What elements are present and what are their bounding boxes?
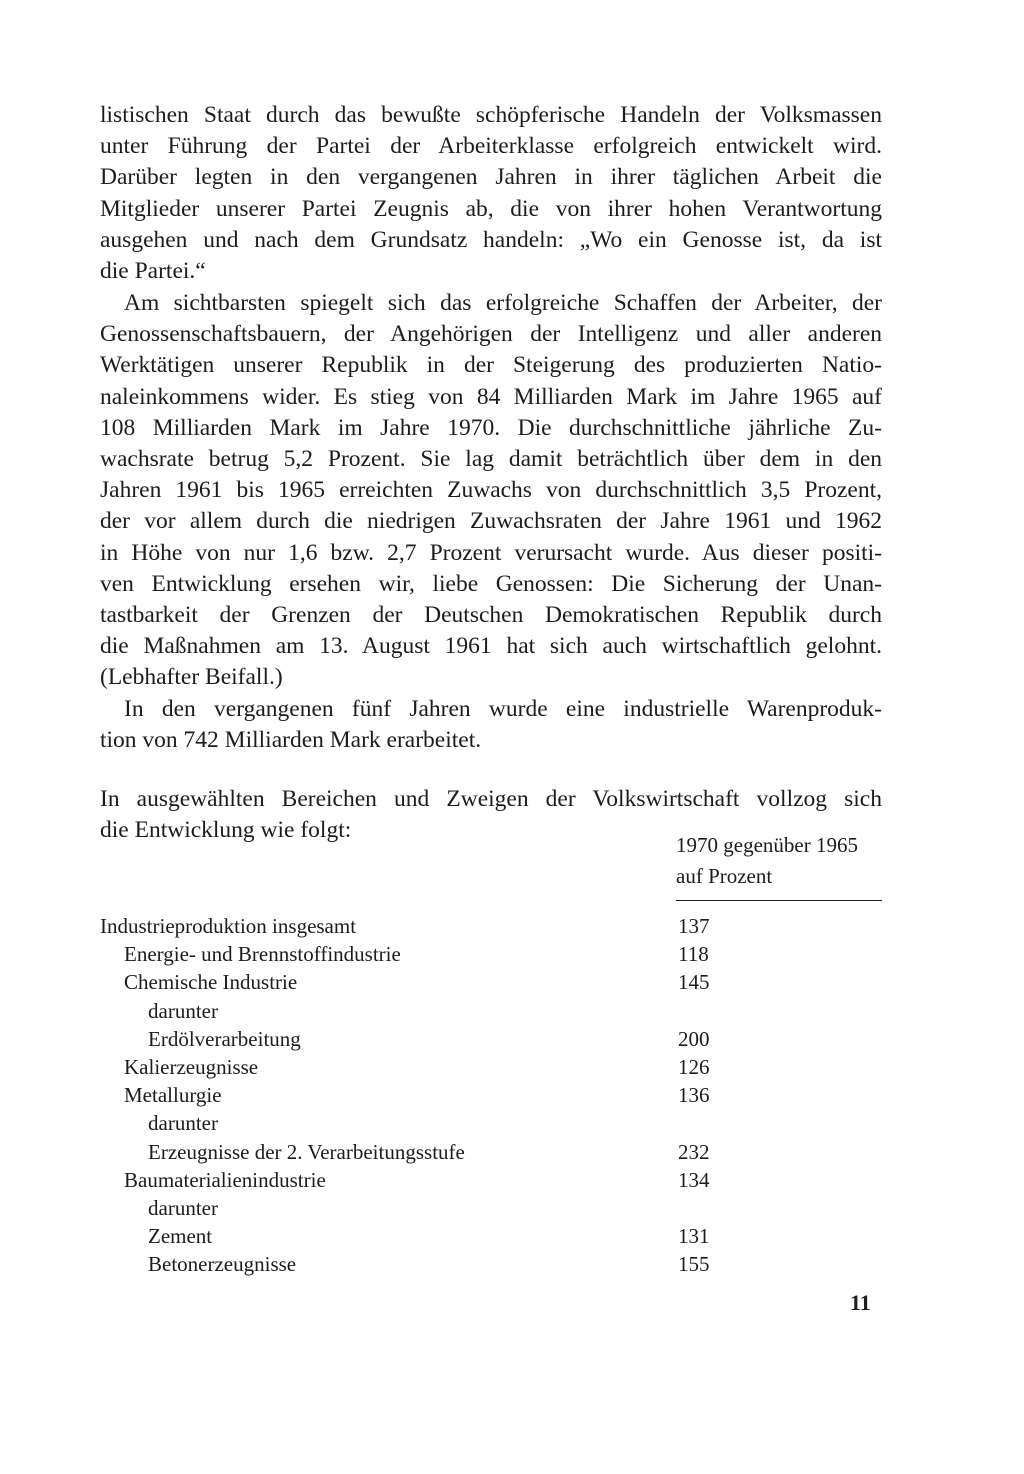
- paragraph-1: [100, 100, 882, 287]
- text-line: Am sichtbarsten spiegelt sich das erfolgreiche Schaffen der Arbeiter, der: [124, 290, 882, 316]
- table-row: [100, 1081, 882, 1109]
- table-row: [100, 912, 882, 940]
- table-row: [100, 1194, 882, 1222]
- table-column-header: [676, 830, 886, 892]
- text-line: die Entwicklung wie folgt:: [100, 817, 352, 844]
- text-line: die Maßnahmen am 13. August 1961 hat sich auch wirtschaftlich gelohnt.: [100, 633, 882, 660]
- header-rule: [676, 900, 882, 901]
- row-value: 131: [678, 1224, 710, 1249]
- table-row: [100, 1025, 882, 1053]
- text-line: Jahren 1961 bis 1965 erreichten Zuwachs von durchschnittlich 3,5 Prozent,: [100, 477, 882, 504]
- text-line: 108 Milliarden Mark im Jahre 1970. Die durchschnittliche jährliche Zu-: [100, 414, 882, 441]
- row-value: 232: [678, 1139, 710, 1164]
- text-line: Mitglieder unserer Partei Zeugnis ab, die von ihrer hohen Verantwortung: [100, 195, 882, 222]
- text-line: In den vergangenen fünf Jahren wurde eine industrielle Warenproduk-: [124, 696, 882, 722]
- row-label: Baumaterialienindustrie: [124, 1167, 326, 1192]
- text-line: der vor allem durch die niedrigen Zuwachsraten der Jahre 1961 und 1962: [100, 508, 882, 535]
- table-row: [100, 1138, 882, 1166]
- row-label: Energie- und Brennstoffindustrie: [124, 942, 401, 967]
- row-value: 155: [678, 1252, 710, 1277]
- text-line: listischen Staat durch das bewußte schöpferische Handeln der Volksmassen: [100, 102, 882, 128]
- table-row: [100, 1222, 882, 1250]
- row-label: Industrieproduktion insgesamt: [100, 914, 357, 938]
- text-line: unter Führung der Partei der Arbeiterklasse erfolgreich entwickelt wird.: [100, 133, 882, 160]
- row-label: darunter: [148, 1195, 218, 1220]
- text-line: naleinkommens wider. Es stieg von 84 Milliarden Mark im Jahre 1965 auf: [100, 383, 882, 410]
- row-label: Erzeugnisse der 2. Verarbeitungsstufe: [148, 1139, 465, 1164]
- page-number: 11: [850, 1290, 871, 1315]
- text-line: Darüber legten in den vergangenen Jahren in ihrer täglichen Arbeit die: [100, 164, 882, 191]
- text-line: In ausgewählten Bereichen und Zweigen der Volkswirtschaft vollzog sich: [100, 786, 882, 812]
- row-label: Kalierzeugnisse: [124, 1054, 259, 1079]
- paragraph-3: [100, 694, 882, 756]
- statistics-table: [100, 912, 882, 1278]
- row-value: 118: [678, 942, 709, 967]
- row-label: Erdölverarbeitung: [148, 1026, 301, 1051]
- text-line: tastbarkeit der Grenzen der Deutschen Demokratischen Republik durch: [100, 601, 882, 628]
- row-label: Zement: [148, 1224, 213, 1249]
- text-line: tion von 742 Milliarden Mark erarbeitet.: [100, 727, 482, 754]
- row-value: 200: [678, 1026, 710, 1051]
- table-row: [100, 1053, 882, 1081]
- row-label: Chemische Industrie: [124, 970, 298, 995]
- column-header-line-1: 1970 gegenüber 1965: [676, 833, 858, 857]
- table-row: [100, 997, 882, 1025]
- row-value: 137: [678, 914, 710, 938]
- text-line: (Lebhafter Beifall.): [100, 664, 283, 691]
- row-label: Metallurgie: [124, 1083, 222, 1108]
- row-value: 136: [678, 1083, 710, 1108]
- table-row: [100, 1166, 882, 1194]
- row-label: darunter: [148, 1111, 218, 1136]
- text-line: wachsrate betrug 5,2 Prozent. Sie lag damit beträchtlich über dem in den: [100, 445, 882, 472]
- text-line: in Höhe von nur 1,6 bzw. 2,7 Prozent verursacht wurde. Aus dieser positi-: [100, 539, 882, 566]
- text-line: Werktätigen unserer Republik in der Steigerung des produzierten Natio-: [100, 352, 882, 379]
- text-line: ven Entwicklung ersehen wir, liebe Genossen: Die Sicherung der Unan-: [100, 570, 882, 597]
- column-header-line-2: auf Prozent: [676, 864, 773, 888]
- row-value: 145: [678, 970, 710, 995]
- row-label: Betonerzeugnisse: [148, 1252, 297, 1277]
- row-value: 126: [678, 1054, 710, 1079]
- paragraph-2: [100, 288, 882, 693]
- text-line: ausgehen und nach dem Grundsatz handeln: „Wo ein Genosse ist, da ist: [100, 226, 882, 253]
- row-value: 134: [678, 1167, 710, 1192]
- table-row: [100, 968, 882, 996]
- table-row: [100, 1250, 882, 1278]
- table-row: [100, 940, 882, 968]
- table-row: [100, 1109, 882, 1137]
- row-label: darunter: [148, 998, 218, 1023]
- text-line: die Partei.“: [100, 257, 206, 284]
- text-line: Genossenschaftsbauern, der Angehörigen der Intelligenz und aller anderen: [100, 321, 882, 348]
